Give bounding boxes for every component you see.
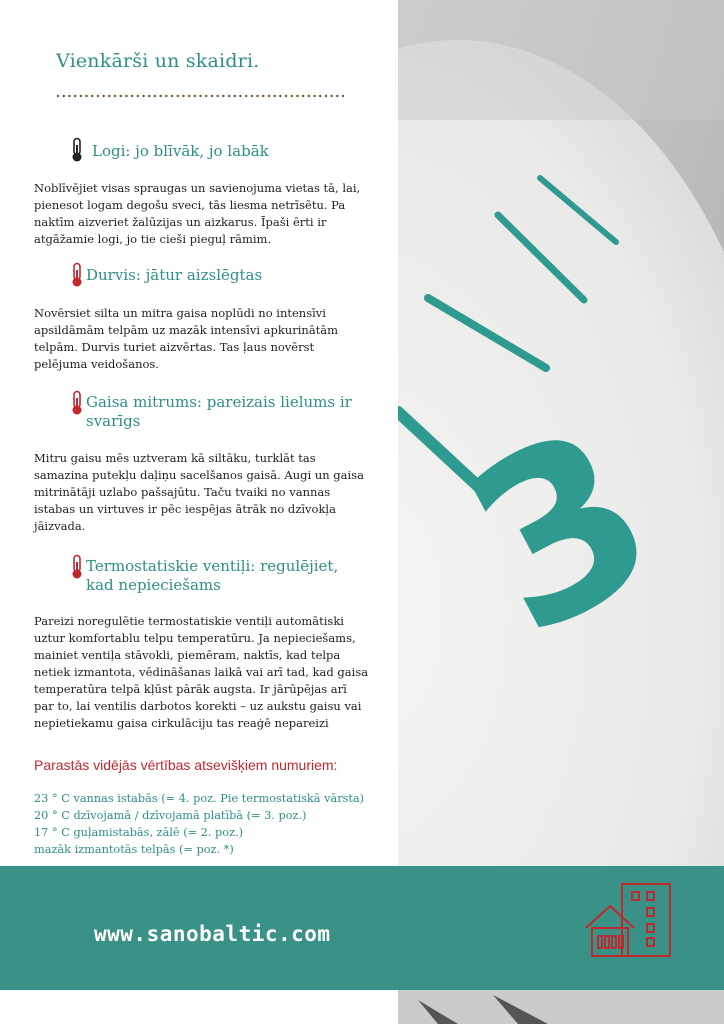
- footer-band: [0, 866, 724, 990]
- value-item: 20 ° C dzīvojamā / dzīvojamā platībā (= 3. poz.): [34, 809, 307, 822]
- website-link[interactable]: www.sanobaltic.com: [94, 922, 331, 946]
- value-item: 17 ° C guļamistabās, zālē (= 2. poz.): [34, 826, 244, 839]
- section-heading-valves: Termostatiskie ventiļi: regulējiet, kad nepieciešams: [86, 557, 339, 594]
- value-item: mazāk izmantotās telpās (= poz. *): [34, 843, 234, 856]
- section-text-doors: Novērsiet silta un mitra gaisa noplūdi no intensīvi apsildāmām telpām uz mazāk intensīvi apkurinātām telpām. Durvis turiet aizvērtas. Tas ļaus novērst pelējuma veidošanos.: [34, 306, 339, 371]
- values-list: [34, 790, 364, 858]
- content-panel: [0, 0, 398, 866]
- section-text-humidity: Mitru gaisu mēs uztveram kā siltāku, turklāt tas samazina putekļu daļiņu sacelšanos gaisā. Augi un gaisa mitrinātāji uzlabo pašsajūtu. Taču tvaiki no vannas istabas un virtuves ir pēc iespējas ātrāk no dzīvokļa jāizvada.: [34, 451, 364, 533]
- thermometer-icon: [70, 390, 84, 416]
- section-heading-doors: Durvis: jātur aizslēgtas: [86, 266, 263, 284]
- value-item: 23 ° C vannas istabās (= 4. poz. Pie termostatiskā vārsta): [34, 792, 365, 805]
- values-title: Parastās vidējās vērtības atsevišķiem numuriem:: [34, 757, 338, 773]
- section-text-valves: Pareizi noregulētie termostatiskie ventiļi automātiski uztur komfortablu telpu temperatūru. Ja nepieciešams, mainiet ventiļa stāvokli, piemēram, naktīs, kad telpa netiek izmantota, vēdināšanas laikā vai arī tad, kad gaisa temperatūra telpā kļūst pārāk augsta. Ir jārūpējas arī par to, lai ventilis darbotos korekti – uz aukstu gaisu vai nepietiekamu gaisa cirkulāciju tas reaģē nepareizi: [34, 614, 369, 730]
- page-title: Vienkārši un skaidri.: [56, 50, 260, 72]
- building-logo-icon: [584, 880, 674, 960]
- section-heading-windows: Logi: jo blīvāk, jo labāk: [92, 142, 269, 160]
- thermometer-icon: [70, 554, 84, 580]
- thermometer-icon: [70, 262, 84, 288]
- svg-text:3: 3: [428, 376, 695, 688]
- section-text-windows: Noblīvējiet visas spraugas un savienojuma vietas tā, lai, pienesot logam degošu sveci, tās liesma netrīsētu. Pa naktīm aizveriet žalūzijas un aizkarus. Īpaši ērti ir atgāžamie logi, jo tie cieši pieguļ rāmim.: [34, 181, 361, 246]
- dotted-divider: [56, 93, 346, 99]
- thermometer-icon: [70, 137, 84, 163]
- section-heading-humidity: Gaisa mitrums: pareizais lielums ir svarīgs: [86, 393, 352, 430]
